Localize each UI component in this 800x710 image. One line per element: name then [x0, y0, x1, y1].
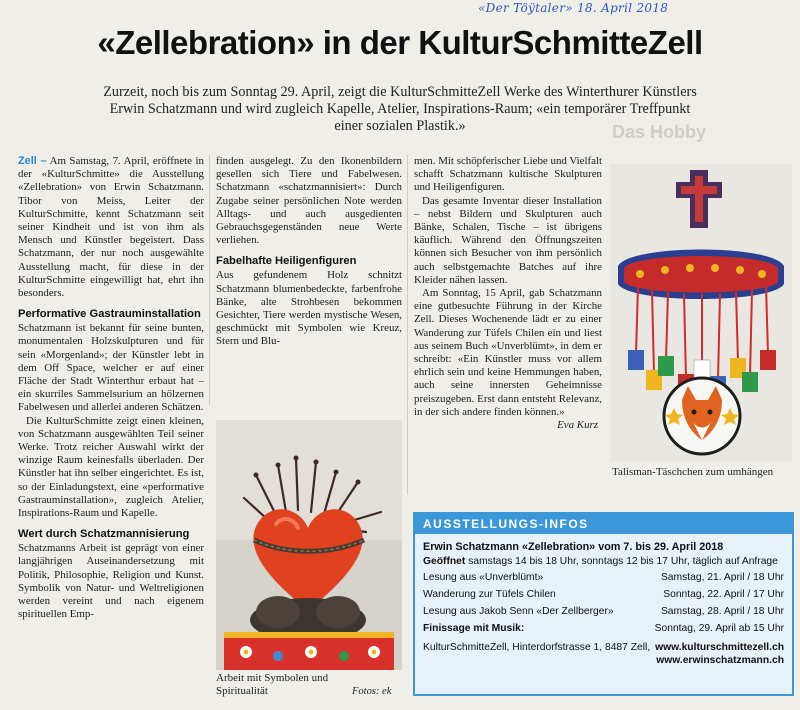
website-links — [655, 641, 784, 667]
article-paragraph: finden ausgelegt. Zu den Ikonenbildern gesellen sich Tiere und Fabelwesen. Schatzmann «schatzmannisiert»: Durch Zugabe seiner persönlichen Note werden Alltags- und auch ausgedienten Gebrauchsgegenständen neue Werte verliehen. — [216, 155, 402, 247]
article-column-3 — [414, 155, 602, 432]
talisman-bags-image — [610, 164, 792, 462]
heart-sculpture-image — [216, 420, 402, 670]
event-row — [423, 571, 784, 584]
event-row — [423, 588, 784, 601]
opening-hours: Geöffnet samstags 14 bis 18 Uhr, sonntags 12 bis 17 Uhr, täglich auf Anfrage — [423, 556, 778, 567]
article-paragraph: Die KulturSchmitte zeigt einen kleinen, von Schatzmann ausgewählten Teil seiner Werke. Trotz reicher Auswahl wirkt der winzige Raum keinesfalls überladen. Der Künstler hat ihn selber eingerichtet. Es ist, so der Einladungstext, eine «performative Gastrauminstallation», zugleich Atelier, Inspirations-Raum und Kapelle. — [18, 414, 204, 520]
photo-caption: Talisman-Täschchen zum umhängen — [612, 466, 774, 478]
exhibition-title: Erwin Schatzmann «Zellebration» vom 7. bis 29. April 2018 — [423, 541, 724, 553]
dateline-kicker: Zell – — [18, 155, 47, 167]
photo-heart-sculpture — [216, 420, 402, 670]
venue-address: KulturSchmitteZell, Hinterdorfstrasse 1, 8487 Zell, — [423, 642, 651, 653]
website-link-artist[interactable]: www.erwinschatzmann.ch — [656, 655, 784, 666]
article-paragraph: men. Mit schöpferischer Liebe und Vielfalt schafft Schatzmann kultische Skulpturen und Heiligenfiguren. — [414, 155, 602, 194]
event-name: Wanderung zur Tüfels Chilen — [423, 589, 556, 600]
article-paragraph: Schatzmanns Arbeit ist geprägt von einer langjährigen Auseinandersetzung mit Politik, Philosophie, Religion und Kunst. Symbolik von Natur- und Weltreligionen werden vereint und nach eigenem spirituellen Emp- — [18, 542, 204, 621]
article-paragraph: Am Sonntag, 15 April, gab Schatzmann eine gutbesuchte Führung in der Kirche Zell. Dieses Wochenende lädt er zu einer Wanderung zur Tüfels Chilen ein und liest aus seinem Buch «Unverblümt», in dem er schreibt: «Ein Künstler muss vor allem ehrlich sein und keine Hemmungen haben, auch seine innersten Geheimnisse preiszugeben. Erst dann entsteht Relevanz, in der sich andere finden können.» — [414, 287, 602, 418]
event-row — [423, 622, 784, 635]
subheading: Wert durch Schatzmannisierung — [18, 528, 190, 541]
website-link-kulturschmitte[interactable]: www.kulturschmittezell.ch — [655, 642, 784, 653]
info-box-header: AUSSTELLUNGS-INFOS — [415, 514, 792, 534]
lead-paragraph: Zurzeit, noch bis zum Sonntag 29. April, zeigt die KulturSchmitteZell Werke des Winterthurer Künstlers Erwin Schatzmann und wird zugleich Kapelle, Atelier, Inspirations-Raum; «ein temporärer Treffpunkt einer sozialen Plastik.» — [103, 84, 697, 134]
column-rule — [209, 155, 210, 405]
event-date: Samstag, 21. April / 18 Uhr — [660, 572, 784, 583]
article-paragraph: Aus gefundenem Holz schnitzt Schatzmann blumenbedeckte, farbenfrohe Bänke, alte Strohbesen bekommen Gesichter, Tiere werden mystische Wesen, geschmückt mit Symbolen wie Kreuz, Stern und Blu- — [216, 269, 402, 348]
address-block — [423, 641, 784, 667]
headline: «Zellebration» in der KulturSchmitteZell — [97, 24, 703, 61]
column-rule — [407, 155, 408, 495]
author-byline: Eva Kurz — [557, 419, 598, 432]
event-row — [423, 605, 784, 618]
event-name: Lesung aus «Unverblümt» — [423, 572, 544, 583]
handwritten-source-note: «Der Töÿtaler» 18. April 2018 — [478, 1, 669, 15]
article-column-2 — [216, 155, 402, 349]
article-paragraph: Das gesamte Inventar dieser Installation – nebst Bildern und Skulpturen auch Bänke, Schalen, Tische – ist übrigens käuflich. Während den Öffnungszeiten können sich Besucher von ihm persönlich auch selbstgemachte Batches auf ihre Kleider nähen lassen. — [414, 194, 602, 286]
photo-talisman-bags — [610, 164, 792, 462]
subheading: Performative Gastrauminstallation — [18, 308, 201, 321]
exhibition-info-box — [413, 512, 794, 696]
adjacent-article-heading: Das Hobby — [612, 122, 707, 142]
event-date: Samstag, 28. April / 18 Uhr — [660, 606, 784, 617]
photo-credit: Fotos: ek — [352, 686, 392, 697]
article-column-1 — [18, 155, 204, 622]
article-paragraph: Schatzmann ist bekannt für seine bunten, monumentalen Holzskulpturen und für sein «Morgenland»; der Künstler lebt in dem Off Space, welcher er auf einer Fläche der Stadt Winterthur erbaut hat – ein skurriles Sammelsurium an hölzernen Fabelwesen und allerlei anderen Schätzen. — [18, 322, 204, 414]
event-name: Lesung aus Jakob Senn «Der Zellberger» — [423, 606, 614, 617]
event-name: Finissage mit Musik: — [423, 623, 525, 634]
article-paragraph: Zell – Am Samstag, 7. April, eröffnete in der «KulturSchmitte» die Ausstellung «Zellebration» von Erwin Schatzmann. Tibor von Meiss, Leiter der KulturSchmitte, kennt Schatzmann seit seiner Kindheit und ist von ihm als Mensch und Künstler begeistert. Dass Schatzmann, der nur noch ausgewählte Ausstellung macht, für diese in der KulturSchmitte eingewilligt hat, ehrt ihn besonders. — [18, 155, 204, 300]
subheading: Fabelhafte Heiligenfiguren — [216, 255, 357, 268]
event-date: Sonntag, 29. April ab 15 Uhr — [654, 623, 784, 634]
event-date: Sonntag, 22. April / 17 Uhr — [663, 589, 784, 600]
photo-caption: Arbeit mit Symbolen und Spiritualität — [216, 672, 329, 697]
